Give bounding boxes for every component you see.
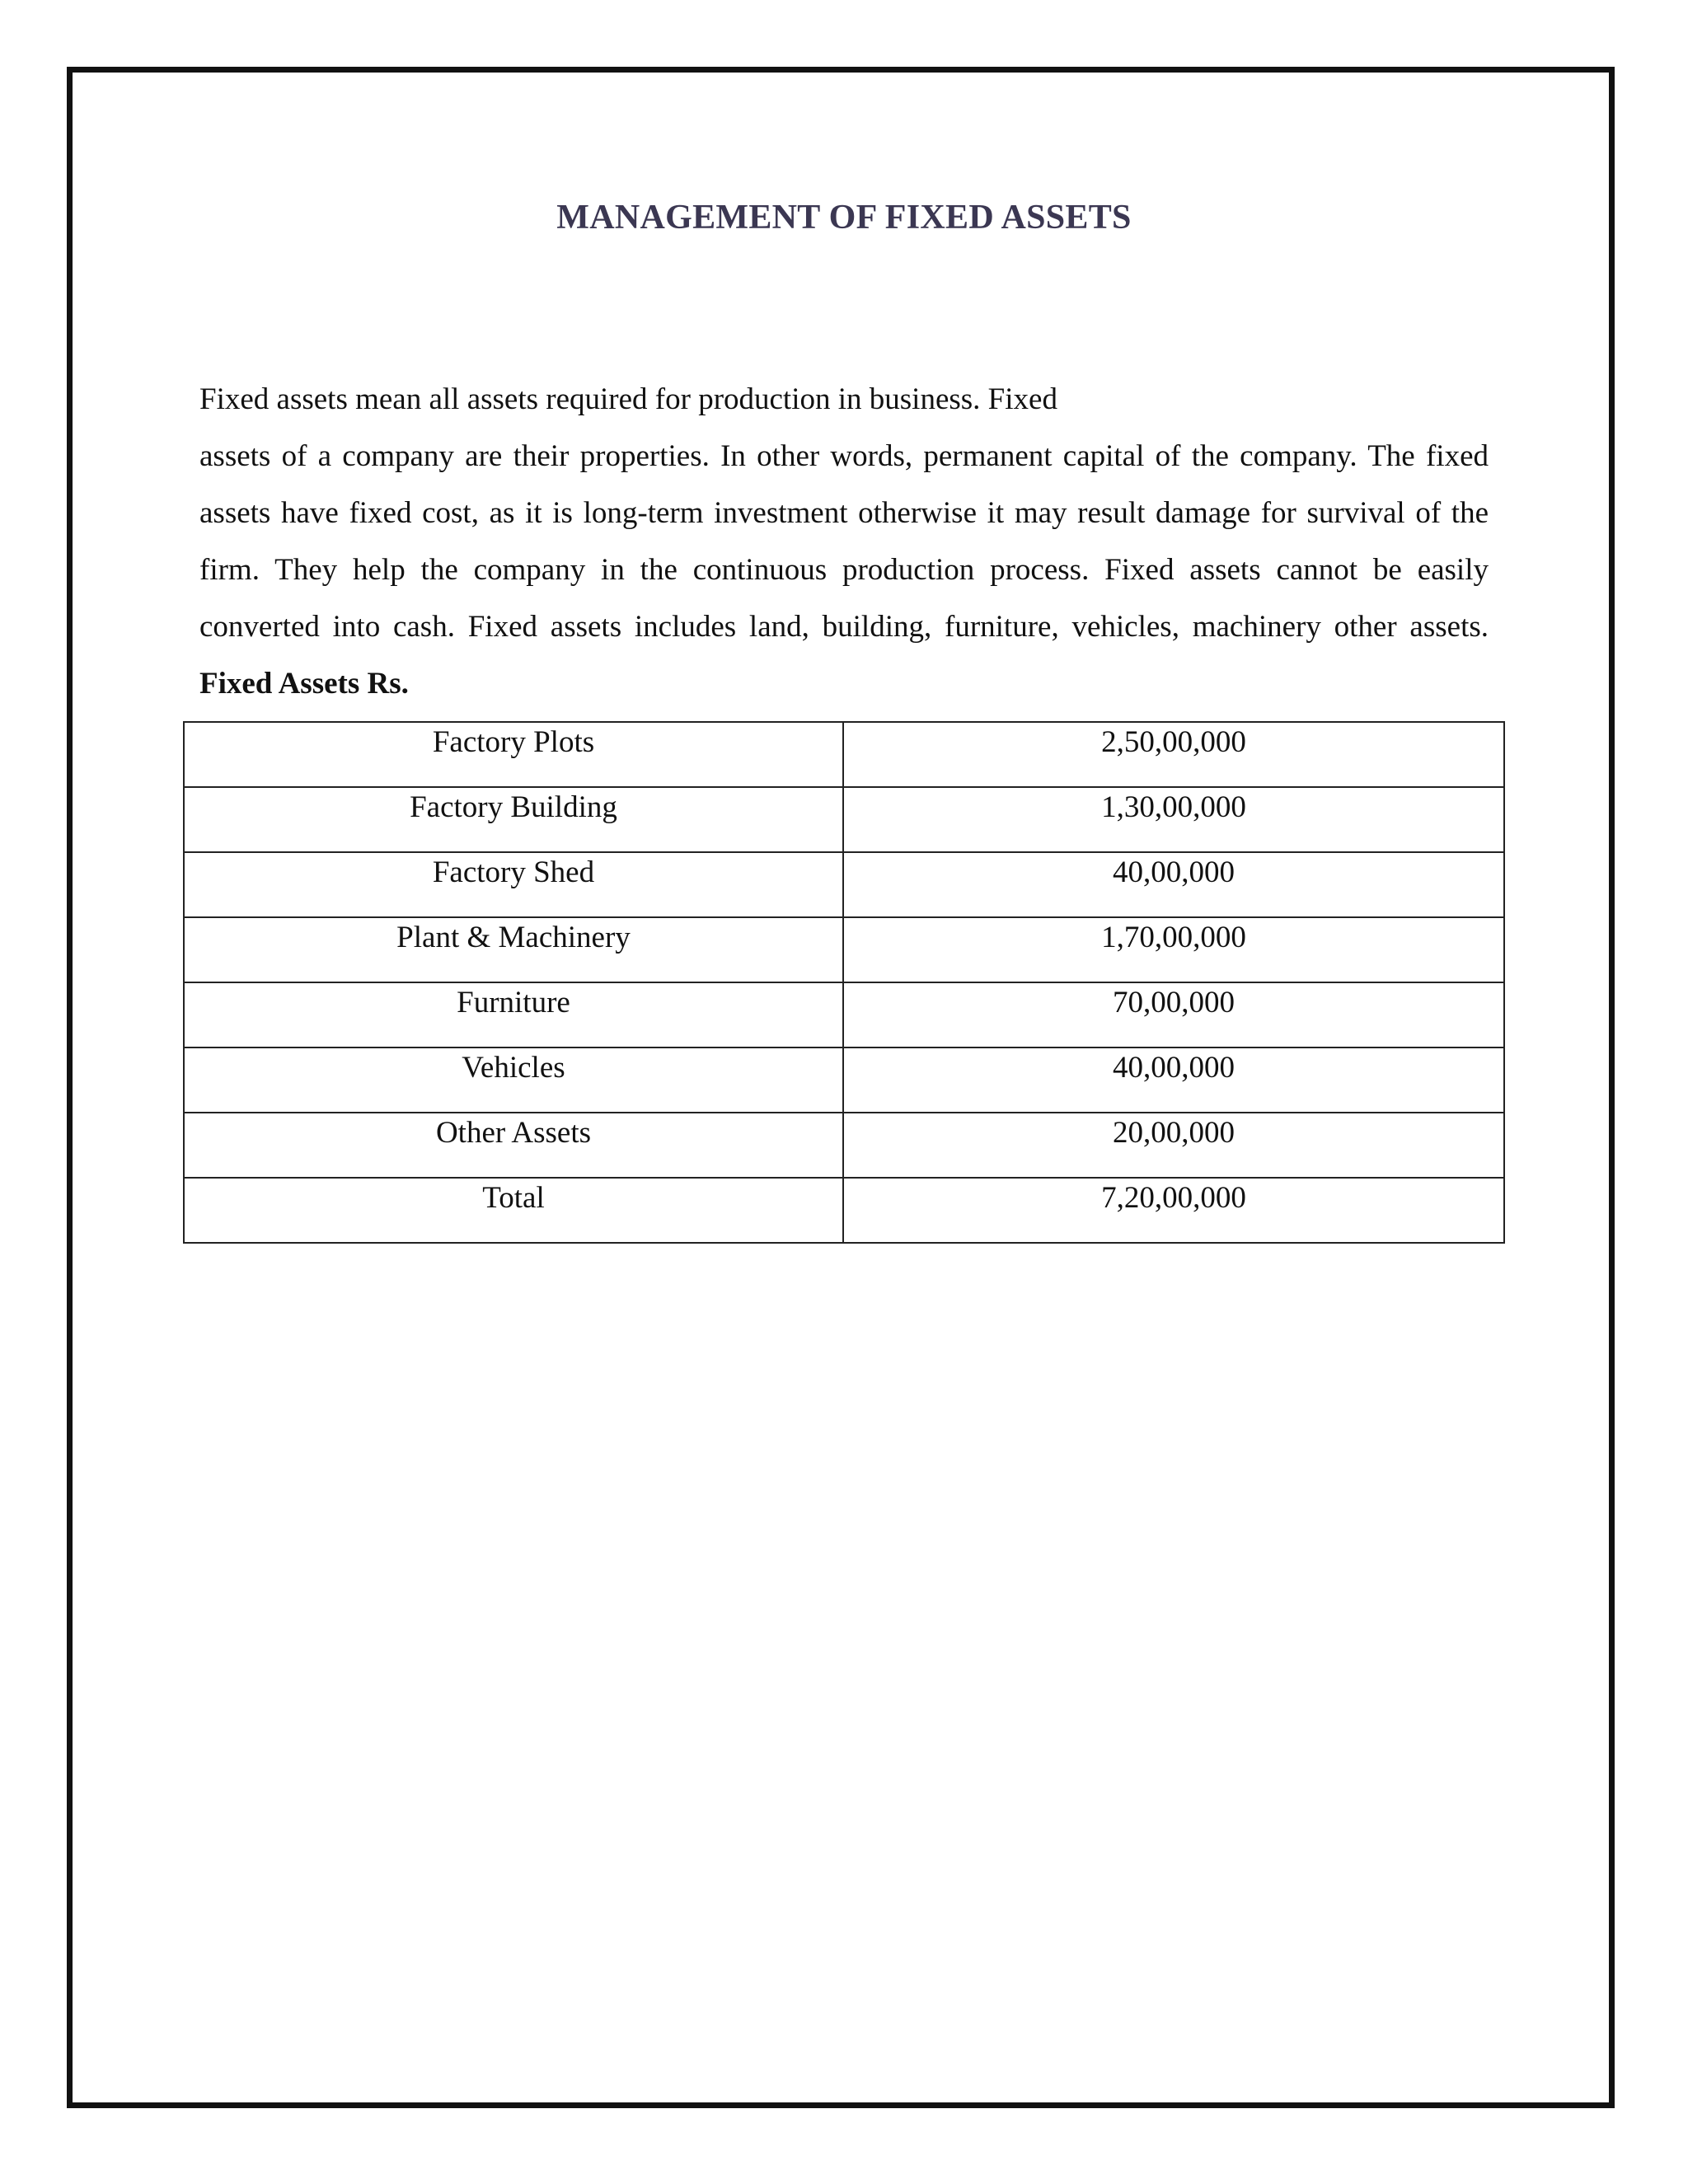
asset-name-cell xyxy=(184,982,843,1047)
asset-name: Vehicles xyxy=(462,1051,565,1085)
page-title: MANAGEMENT OF FIXED ASSETS xyxy=(556,199,1132,237)
asset-name: Factory Shed xyxy=(432,855,595,889)
total-value-cell xyxy=(843,1178,1504,1243)
asset-name: Factory Plots xyxy=(432,725,595,759)
asset-name-cell xyxy=(184,1047,843,1113)
intro-paragraph-first-line: Fixed assets mean all assets required for production in business. Fixed xyxy=(199,382,1057,416)
asset-value-cell xyxy=(843,722,1504,787)
total-value: 7,20,00,000 xyxy=(1101,1181,1246,1215)
asset-value-cell xyxy=(843,1047,1504,1113)
asset-value: 1,30,00,000 xyxy=(1101,790,1246,824)
intro-paragraph-text: assets of a company are their properties. In other words, permanent capital of the company. The fixed assets have fixed cost, as it is long-term investment otherwise it may result damage for survival of the firm. They help the company in the continuous production process. Fixed assets cannot be easily converted into cash. Fixed assets includes land, building, furniture, vehicles, machinery other assets. xyxy=(199,439,1489,644)
asset-value-cell xyxy=(843,787,1504,852)
asset-value: 20,00,000 xyxy=(1112,1116,1235,1150)
asset-name-cell xyxy=(184,917,843,982)
asset-value: 70,00,000 xyxy=(1112,986,1235,1019)
asset-name: Factory Building xyxy=(410,790,617,824)
total-label: Total xyxy=(482,1181,545,1215)
asset-value: 2,50,00,000 xyxy=(1101,725,1246,759)
asset-name: Other Assets xyxy=(435,1116,592,1150)
asset-name: Plant & Machinery xyxy=(396,921,631,954)
total-label-cell xyxy=(184,1178,843,1243)
asset-value-cell xyxy=(843,852,1504,917)
asset-value: 1,70,00,000 xyxy=(1101,921,1246,954)
asset-name-cell xyxy=(184,852,843,917)
asset-value: 40,00,000 xyxy=(1112,1051,1235,1085)
asset-name-cell xyxy=(184,722,843,787)
table-row xyxy=(184,1047,1504,1113)
asset-name-cell xyxy=(184,787,843,852)
table-row xyxy=(184,852,1504,917)
fixed-assets-label: Fixed Assets Rs. xyxy=(199,667,409,701)
asset-name: Furniture xyxy=(457,986,570,1019)
asset-value-cell xyxy=(843,982,1504,1047)
table-row xyxy=(184,917,1504,982)
intro-paragraph-body xyxy=(199,428,1489,712)
asset-value: 40,00,000 xyxy=(1112,855,1235,889)
table-row xyxy=(184,787,1504,852)
asset-value-cell xyxy=(843,917,1504,982)
table-row-total xyxy=(184,1178,1504,1243)
asset-name-cell xyxy=(184,1113,843,1178)
table-row xyxy=(184,982,1504,1047)
table-row xyxy=(184,722,1504,787)
table-row xyxy=(184,1113,1504,1178)
fixed-assets-table xyxy=(183,721,1505,1244)
asset-value-cell xyxy=(843,1113,1504,1178)
